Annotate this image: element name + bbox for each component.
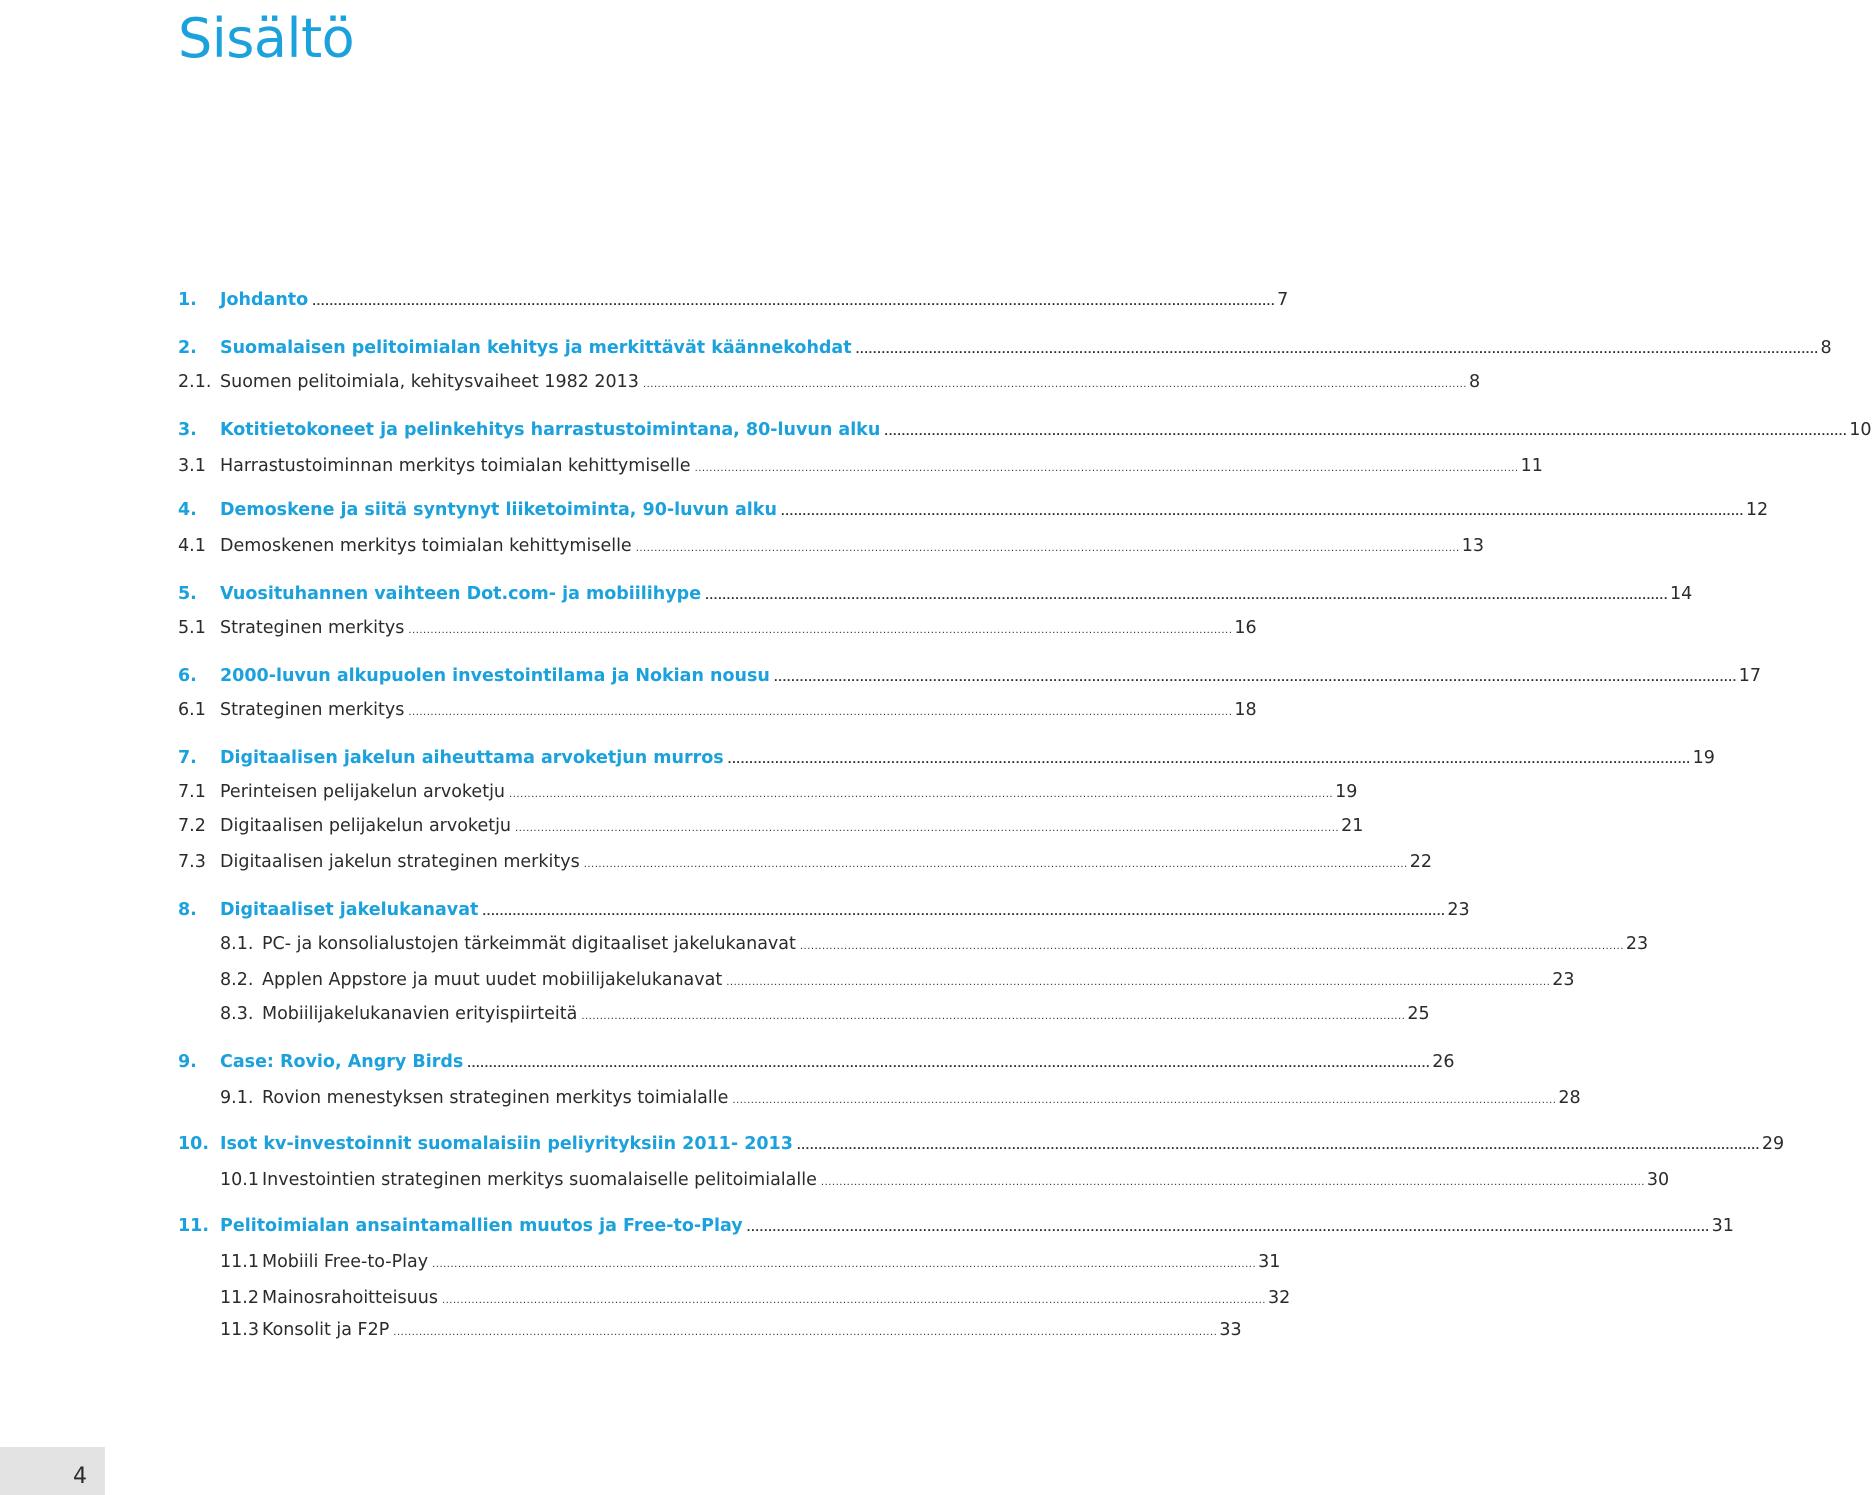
dot-leader (643, 379, 1467, 390)
dot-leader (432, 1259, 1256, 1270)
dot-leader (821, 1177, 1645, 1188)
toc-entry[interactable] (178, 1320, 1242, 1348)
dot-leader (781, 507, 1744, 518)
toc-entry-page: 8 (1468, 372, 1481, 392)
toc-entry-title: Strateginen merkitys (220, 618, 405, 638)
toc-entry[interactable] (178, 1252, 1281, 1280)
toc-entry-title: Case: Rovio, Angry Birds (220, 1052, 464, 1072)
toc-entry-number: 7.1 (178, 782, 206, 802)
toc-entry[interactable] (178, 748, 1715, 776)
dot-leader (467, 1059, 1430, 1070)
toc-entry[interactable] (178, 536, 1485, 564)
toc-entry[interactable] (178, 970, 1575, 998)
toc-entry-number: 11.2 (220, 1288, 259, 1308)
toc-entry[interactable] (178, 420, 1872, 448)
toc-entry-page: 18 (1234, 700, 1257, 720)
dot-leader (747, 1223, 1710, 1234)
toc-entry-page: 8 (1820, 338, 1832, 358)
toc-entry-title: Applen Appstore ja muut uudet mobiilijakelukanavat (262, 970, 723, 990)
toc-entry-page: 19 (1335, 782, 1358, 802)
toc-entry-title: Digitaalisen jakelun aiheuttama arvoketjun murros (220, 748, 724, 768)
toc-entry-number: 8.2. (220, 970, 254, 990)
dot-leader (636, 543, 1460, 554)
toc-entry-page: 21 (1341, 816, 1364, 836)
toc-entry-page: 17 (1738, 666, 1762, 686)
dot-leader (584, 859, 1408, 870)
toc-entry-page: 23 (1625, 934, 1649, 954)
dot-leader (408, 625, 1232, 636)
toc-entry-number: 5.1 (178, 618, 206, 638)
toc-entry-number: 3. (178, 420, 197, 440)
toc-entry-page: 32 (1267, 1288, 1291, 1308)
dot-leader (732, 1095, 1556, 1106)
toc-entry-number: 11.3 (220, 1320, 259, 1340)
toc-entry[interactable] (178, 1216, 1734, 1244)
toc-entry[interactable] (178, 816, 1364, 844)
toc-entry[interactable] (178, 290, 1289, 318)
toc-entry-title: Pelitoimialan ansaintamallien muutos ja Free-to-Play (220, 1216, 743, 1236)
toc-entry-title: Digitaaliset jakelukanavat (220, 900, 479, 920)
dot-leader (515, 823, 1339, 834)
toc-entry-title: Suomalaisen pelitoimialan kehitys ja merkittävät käännekohdat (220, 338, 852, 358)
toc-entry[interactable] (178, 372, 1481, 400)
toc-entry-number: 10. (178, 1134, 210, 1154)
dot-leader (856, 345, 1819, 356)
toc-entry-title: Demoskenen merkitys toimialan kehittymiselle (220, 536, 632, 556)
toc-entry-page: 28 (1558, 1088, 1581, 1108)
toc-entry-title: Harrastustoiminnan merkitys toimialan kehittymiselle (220, 456, 691, 476)
toc-entry[interactable] (178, 1288, 1291, 1316)
toc-entry[interactable] (178, 338, 1832, 366)
dot-leader (393, 1327, 1217, 1338)
toc-entry-title: Kotitietokoneet ja pelinkehitys harrastustoimintana, 80-luvun alku (220, 420, 881, 440)
toc-entry-title: Rovion menestyksen strateginen merkitys toimialalle (262, 1088, 729, 1108)
toc-entry-number: 4.1 (178, 536, 206, 556)
toc-entry[interactable] (178, 1088, 1581, 1116)
toc-entry-page: 23 (1447, 900, 1470, 920)
toc-entry-number: 11. (178, 1216, 210, 1236)
toc-entry[interactable] (178, 618, 1257, 646)
toc-entry-number: 8.1. (220, 934, 254, 954)
dot-leader (581, 1011, 1405, 1022)
toc-entry-title: Suomen pelitoimiala, kehitysvaiheet 1982 2013 (220, 372, 639, 392)
toc-entry[interactable] (178, 700, 1257, 728)
page-title: Sisältö (178, 7, 355, 70)
toc-entry-number: 6.1 (178, 700, 206, 720)
toc-entry-number: 2. (178, 338, 197, 358)
toc-entry-page: 22 (1409, 852, 1433, 872)
toc-entry[interactable] (178, 852, 1433, 880)
toc-entry-title: 2000-luvun alkupuolen investointilama ja Nokian nousu (220, 666, 770, 686)
toc-entry-title: Investointien strateginen merkitys suomalaiselle pelitoimialalle (262, 1170, 817, 1190)
toc-entry-number: 8.3. (220, 1004, 254, 1024)
dot-leader (312, 297, 1275, 308)
toc-entry-title: Mobiilijakelukanavien erityispiirteitä (262, 1004, 578, 1024)
toc-entry[interactable] (178, 934, 1649, 962)
toc-entry-number: 9.1. (220, 1088, 254, 1108)
toc-entry-page: 29 (1761, 1134, 1785, 1154)
dot-leader (728, 755, 1691, 766)
toc-entry-page: 10 (1849, 420, 1872, 440)
toc-entry-page: 14 (1670, 584, 1693, 604)
toc-entry-title: Digitaalisen pelijakelun arvoketju (220, 816, 512, 836)
toc-entry[interactable] (178, 900, 1470, 928)
toc-entry-number: 2.1. (178, 372, 212, 392)
toc-entry-title: Digitaalisen jakelun strateginen merkitys (220, 852, 580, 872)
toc-entry-number: 6. (178, 666, 197, 686)
toc-entry-page: 26 (1432, 1052, 1455, 1072)
toc-entry[interactable] (178, 1052, 1455, 1080)
toc-entry-page: 13 (1461, 536, 1485, 556)
toc-entry[interactable] (178, 1170, 1670, 1198)
toc-entry-number: 8. (178, 900, 197, 920)
toc-entry-number: 5. (178, 584, 197, 604)
dot-leader (726, 977, 1550, 988)
toc-entry-number: 3.1 (178, 456, 206, 476)
toc-entry-title: Johdanto (220, 290, 309, 310)
toc-entry-title: Vuosituhannen vaihteen Dot.com- ja mobiilihype (220, 584, 702, 604)
toc-entry-page: 33 (1219, 1320, 1242, 1340)
dot-leader (482, 907, 1445, 918)
toc-entry-page: 7 (1277, 290, 1289, 310)
toc-entry-title: Mainosrahoitteisuus (262, 1288, 438, 1308)
dot-leader (800, 941, 1624, 952)
toc-entry[interactable] (178, 584, 1693, 612)
toc-entry-page: 19 (1692, 748, 1715, 768)
toc-entry-number: 11.1 (220, 1252, 259, 1272)
toc-entry-page: 25 (1407, 1004, 1430, 1024)
dot-leader (509, 789, 1333, 800)
toc-entry[interactable] (178, 1134, 1785, 1162)
toc-entry-page: 30 (1646, 1170, 1670, 1190)
toc-entry-number: 4. (178, 500, 197, 520)
toc-entry[interactable] (178, 500, 1769, 528)
dot-leader (884, 427, 1847, 438)
dot-leader (408, 707, 1232, 718)
toc-entry-number: 7.3 (178, 852, 206, 872)
toc-entry-page: 11 (1520, 456, 1543, 476)
toc-entry-page: 31 (1711, 1216, 1734, 1236)
toc-entry-number: 7.2 (178, 816, 206, 836)
toc-entry-number: 9. (178, 1052, 197, 1072)
toc-entry-title: Strateginen merkitys (220, 700, 405, 720)
dot-leader (797, 1141, 1760, 1152)
toc-entry-page: 12 (1745, 500, 1769, 520)
toc-entry-title: Perinteisen pelijakelun arvoketju (220, 782, 506, 802)
toc-entry-number: 7. (178, 748, 197, 768)
toc-entry-title: Konsolit ja F2P (262, 1320, 390, 1340)
toc-entry[interactable] (178, 456, 1543, 484)
dot-leader (442, 1295, 1266, 1306)
toc-entry-page: 23 (1552, 970, 1575, 990)
page-number: 4 (73, 1464, 87, 1489)
toc-entry[interactable] (178, 666, 1762, 694)
toc-entry[interactable] (178, 1004, 1430, 1032)
toc-entry[interactable] (178, 782, 1358, 810)
dot-leader (695, 463, 1519, 474)
toc-entry-title: Mobiili Free-to-Play (262, 1252, 429, 1272)
toc-entry-number: 10.1 (220, 1170, 259, 1190)
dot-leader (705, 591, 1668, 602)
dot-leader (774, 673, 1737, 684)
toc-entry-page: 16 (1234, 618, 1257, 638)
page-number-box (0, 1447, 105, 1495)
toc-entry-number: 1. (178, 290, 197, 310)
toc-entry-page: 31 (1258, 1252, 1281, 1272)
toc-entry-title: PC- ja konsolialustojen tärkeimmät digitaaliset jakelukanavat (262, 934, 796, 954)
toc-entry-title: Isot kv-investoinnit suomalaisiin peliyrityksiin 2011- 2013 (220, 1134, 793, 1154)
toc-entry-title: Demoskene ja siitä syntynyt liiketoiminta, 90-luvun alku (220, 500, 777, 520)
